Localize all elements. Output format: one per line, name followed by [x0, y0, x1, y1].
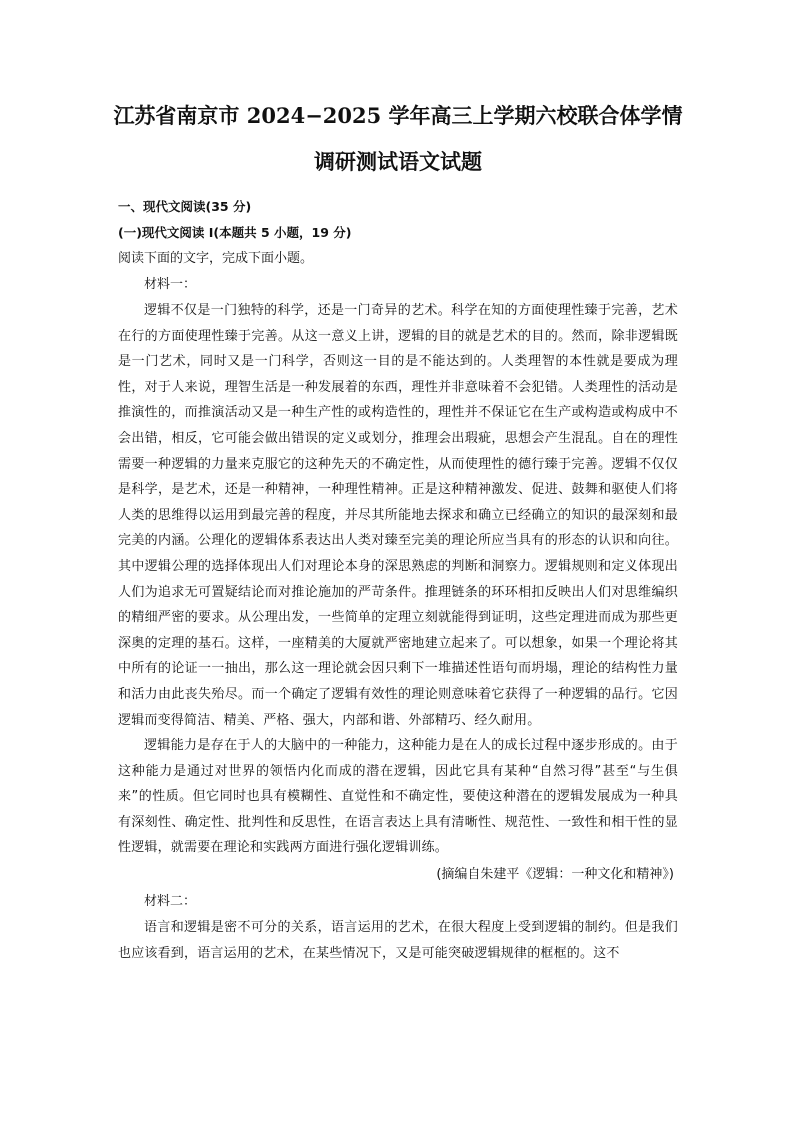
document-page	[113, 92, 683, 966]
material1-paragraph-2: 逻辑能力是存在于人的大脑中的一种能力，这种能力是在人的成长过程中逐步形成的。由于这种能力是通过对世界的领悟内化而成的潜在逻辑，因此它具有某种“自然习得”甚至“与生俱来”的性质。但它同时也具有模糊性、直觉性和不确定性，要使这种潜在的逻辑发展成为一种具有深刻性、确定性、批判性和反思性，在语言表达上具有清晰性、规范性、一致性和相干性的显性逻辑，就需要在理论和实践两方面进行强化逻辑训练。	[118, 738, 678, 856]
subsection-heading: (一)现代文阅读 I(本题共 5 小题，19 分)	[118, 225, 352, 240]
material1-source: (摘编自朱建平《逻辑：一种文化和精神》)	[436, 867, 674, 883]
reading-instruction: 阅读下面的文字，完成下面小题。	[118, 251, 314, 266]
document-title-line2: 调研测试语文试题	[314, 149, 482, 174]
section-heading: 一、现代文阅读(35 分)	[118, 199, 252, 214]
material2-paragraph-1: 语言和逻辑是密不可分的关系，语言运用的艺术，在很大程度上受到逻辑的制约。但是我们也应该看到，语言运用的艺术，在某些情况下，又是可能突破逻辑规律的框框的。这不	[118, 920, 678, 961]
material2-label: 材料二：	[144, 894, 197, 910]
material1-paragraph-1: 逻辑不仅是一门独特的科学，还是一门奇异的艺术。科学在知的方面使理性臻于完善，艺术在行的方面使理性臻于完善。从这一意义上讲，逻辑的目的就是艺术的目的。然而，除非逻辑既是一门艺术，同时又是一门科学，否则这一目的是不能达到的。人类理智的本性就是要成为理性，对于人来说，理智生活是一种发展着的东西，理性并非意味着不会犯错。人类理性的活动是推演性的，而推演活动又是一种生产性的或构造性的，理性并不保证它在生产或构造或构成中不会出错，相反，它可能会做出错误的定义或划分，推理会出瑕疵，思想会产生混乱。自在的理性需要一种逻辑的力量来克服它的这种先天的不确定性，从而使理性的德行臻于完善。逻辑不仅仅是科学，是艺术，还是一种精神，一种理性精神。正是这种精神激发、促进、鼓舞和驱使人们将人类的思维得以运用到最完善的程度，并尽其所能地去探求和确立已经确立的知识的最深刻和最完美的内涵。公理化的逻辑体系表达出人类对臻至完美的理论所应当具有的形态的认识和向往。其中逻辑公理的选择体现出人们对理论本身的深思熟虑的判断和洞察力。逻辑规则和定义体现出人们为追求无可置疑结论而对推论施加的严苛条件。推理链条的环环相扣反映出人们对思维编织的精细严密的要求。从公理出发，一些简单的定理立刻就能得到证明，这些定理进而成为那些更深奥的定理的基石。这样，一座精美的大厦就严密地建立起来了。可以想象，如果一个理论将其中所有的论证一一抽出，那么这一理论就会因只剩下一堆描述性语句而坍塌，理论的结构性力量和活力由此丧失殆尽。而一个确定了逻辑有效性的理论则意味着它获得了一种逻辑的品行。它因逻辑而变得简洁、精美、严格、强大，内部和谐、外部精巧、经久耐用。	[118, 303, 678, 728]
document-title-line1: 江苏省南京市 2024−2025 学年高三上学期六校联合体学情	[113, 103, 683, 128]
material1-label: 材料一：	[144, 277, 197, 292]
